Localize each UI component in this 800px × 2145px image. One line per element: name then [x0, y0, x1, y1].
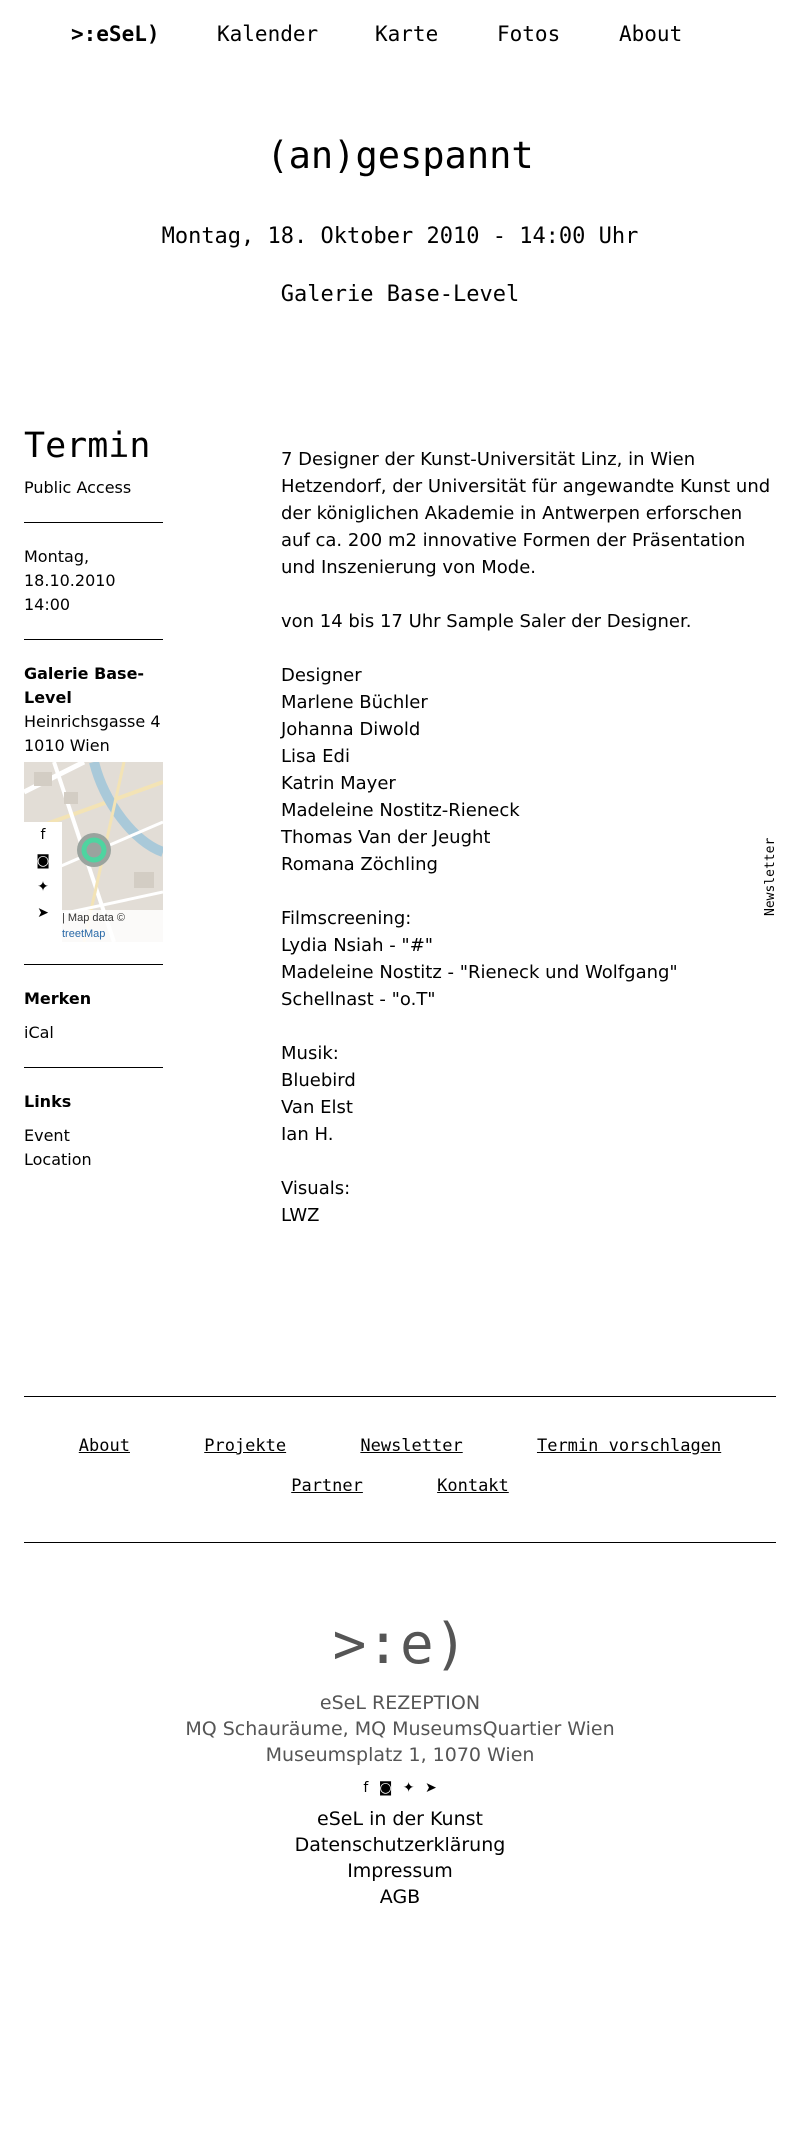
map-attribution [62, 910, 163, 942]
list-item: Thomas Van der Jeught [281, 827, 491, 848]
twitter-icon[interactable]: ✦ [402, 1780, 415, 1796]
map-attribution-link[interactable]: treetMap [62, 928, 106, 940]
event-description [281, 446, 776, 1256]
music-heading: Musik: [281, 1043, 339, 1064]
map-attribution-text: | Map data © [62, 912, 125, 924]
footer-divider-top [24, 1396, 776, 1397]
divider [24, 964, 163, 965]
event-datetime: Montag, 18. Oktober 2010 - 14:00 Uhr [161, 224, 639, 249]
divider [24, 522, 163, 523]
date-line-1: Montag, [24, 547, 90, 566]
event-title: (an)gespannt [266, 134, 534, 177]
footer-link-about[interactable]: About [78, 1436, 130, 1456]
newsletter-tab[interactable] [761, 836, 781, 916]
music-section [281, 1040, 776, 1148]
ical-link[interactable]: iCal [24, 1023, 54, 1042]
footer-address [0, 1690, 800, 1768]
divider [24, 639, 163, 640]
footer-logo[interactable]: >:e) [332, 1612, 468, 1677]
footer-divider-bottom [24, 1542, 776, 1543]
nav-about[interactable]: About [619, 22, 683, 46]
film-heading: Filmscreening: [281, 908, 412, 929]
list-item: Ian H. [281, 1124, 334, 1145]
event-link[interactable]: Event [24, 1126, 70, 1145]
footer-nav-row-2 [0, 1476, 800, 1496]
telegram-icon[interactable]: ➤ [424, 1780, 437, 1796]
footer-info-line: eSeL REZEPTION [319, 1692, 481, 1714]
description-intro: 7 Designer der Kunst-Universität Linz, in Wien Hetzendorf, der Universität für angewandte Kunst und der königlichen Akademie in Antwerpen erforschen auf ca. 200 m2 innovative Formen der Präsentation und Inszenierung von Mode. [281, 449, 771, 578]
list-item: Madeleine Nostitz - "Rieneck und Wolfgang" Schellnast - "o.T" [281, 962, 678, 1010]
nav-fotos[interactable]: Fotos [497, 22, 561, 46]
site-logo[interactable]: >:eSeL) [71, 22, 160, 46]
merken-heading: Merken [24, 989, 92, 1008]
divider [24, 1067, 163, 1068]
footer-link-partner[interactable]: Partner [291, 1476, 363, 1496]
telegram-icon[interactable]: ➤ [37, 905, 49, 921]
instagram-icon[interactable]: ◙ [36, 853, 50, 869]
facebook-icon[interactable]: f [363, 1780, 369, 1796]
list-item: Bluebird [281, 1070, 356, 1091]
footer-link-datenschutz[interactable]: Datenschutzerklärung [294, 1834, 506, 1856]
footer-info-line: Museumsplatz 1, 1070 Wien [265, 1744, 535, 1766]
footer-link-projekte[interactable]: Projekte [204, 1436, 287, 1456]
list-item: Madeleine Nostitz-Rieneck [281, 800, 520, 821]
links-heading: Links [24, 1092, 72, 1111]
designer-heading: Designer [281, 665, 362, 686]
instagram-icon[interactable]: ◙ [378, 1780, 393, 1796]
location-name[interactable]: Galerie Base-Level [24, 664, 145, 707]
footer-link-agb[interactable]: AGB [379, 1886, 421, 1908]
sidebar-heading: Termin [24, 426, 151, 466]
designer-section [281, 662, 776, 878]
list-item: Romana Zöchling [281, 854, 438, 875]
footer-link-impressum[interactable]: Impressum [347, 1860, 453, 1882]
top-navigation [0, 20, 800, 56]
event-sidebar [24, 424, 164, 1172]
location-link[interactable]: Location [24, 1150, 92, 1169]
footer-link-kontakt[interactable]: Kontakt [437, 1476, 509, 1496]
visuals-section [281, 1175, 776, 1229]
newsletter-tab-label: Newsletter [763, 837, 778, 916]
description-sample-sale: von 14 bis 17 Uhr Sample Saler der Designer. [281, 611, 692, 632]
footer-legal-links [0, 1806, 800, 1910]
date-line-2: 18.10.2010 14:00 [24, 571, 116, 614]
list-item: Lydia Nsiah - "#" [281, 935, 434, 956]
footer-nav-row-1 [0, 1436, 800, 1456]
footer-info-line: MQ Schauräume, MQ MuseumsQuartier Wien [185, 1718, 615, 1740]
list-item: Johanna Diwold [281, 719, 421, 740]
location-street: Heinrichsgasse 4 [24, 712, 161, 731]
footer-link-termin-vorschlagen[interactable]: Termin vorschlagen [536, 1436, 722, 1456]
footer-social [0, 1780, 800, 1796]
list-item: Lisa Edi [281, 746, 350, 767]
list-item: Marlene Büchler [281, 692, 428, 713]
share-social-bar [24, 822, 62, 942]
list-item: Van Elst [281, 1097, 353, 1118]
list-item: Katrin Mayer [281, 773, 396, 794]
facebook-icon[interactable]: f [40, 827, 46, 843]
twitter-icon[interactable]: ✦ [37, 879, 49, 895]
event-venue: Galerie Base-Level [280, 282, 520, 307]
footer-link-esel-in-der-kunst[interactable]: eSeL in der Kunst [317, 1808, 483, 1830]
access-type: Public Access [24, 478, 132, 497]
nav-karte[interactable]: Karte [375, 22, 439, 46]
footer-link-newsletter[interactable]: Newsletter [360, 1436, 463, 1456]
film-section [281, 905, 776, 1013]
nav-kalender[interactable]: Kalender [217, 22, 319, 46]
location-city: 1010 Wien [24, 736, 110, 755]
list-item: LWZ [281, 1205, 320, 1226]
visuals-heading: Visuals: [281, 1178, 351, 1199]
location-map[interactable] [24, 762, 163, 942]
